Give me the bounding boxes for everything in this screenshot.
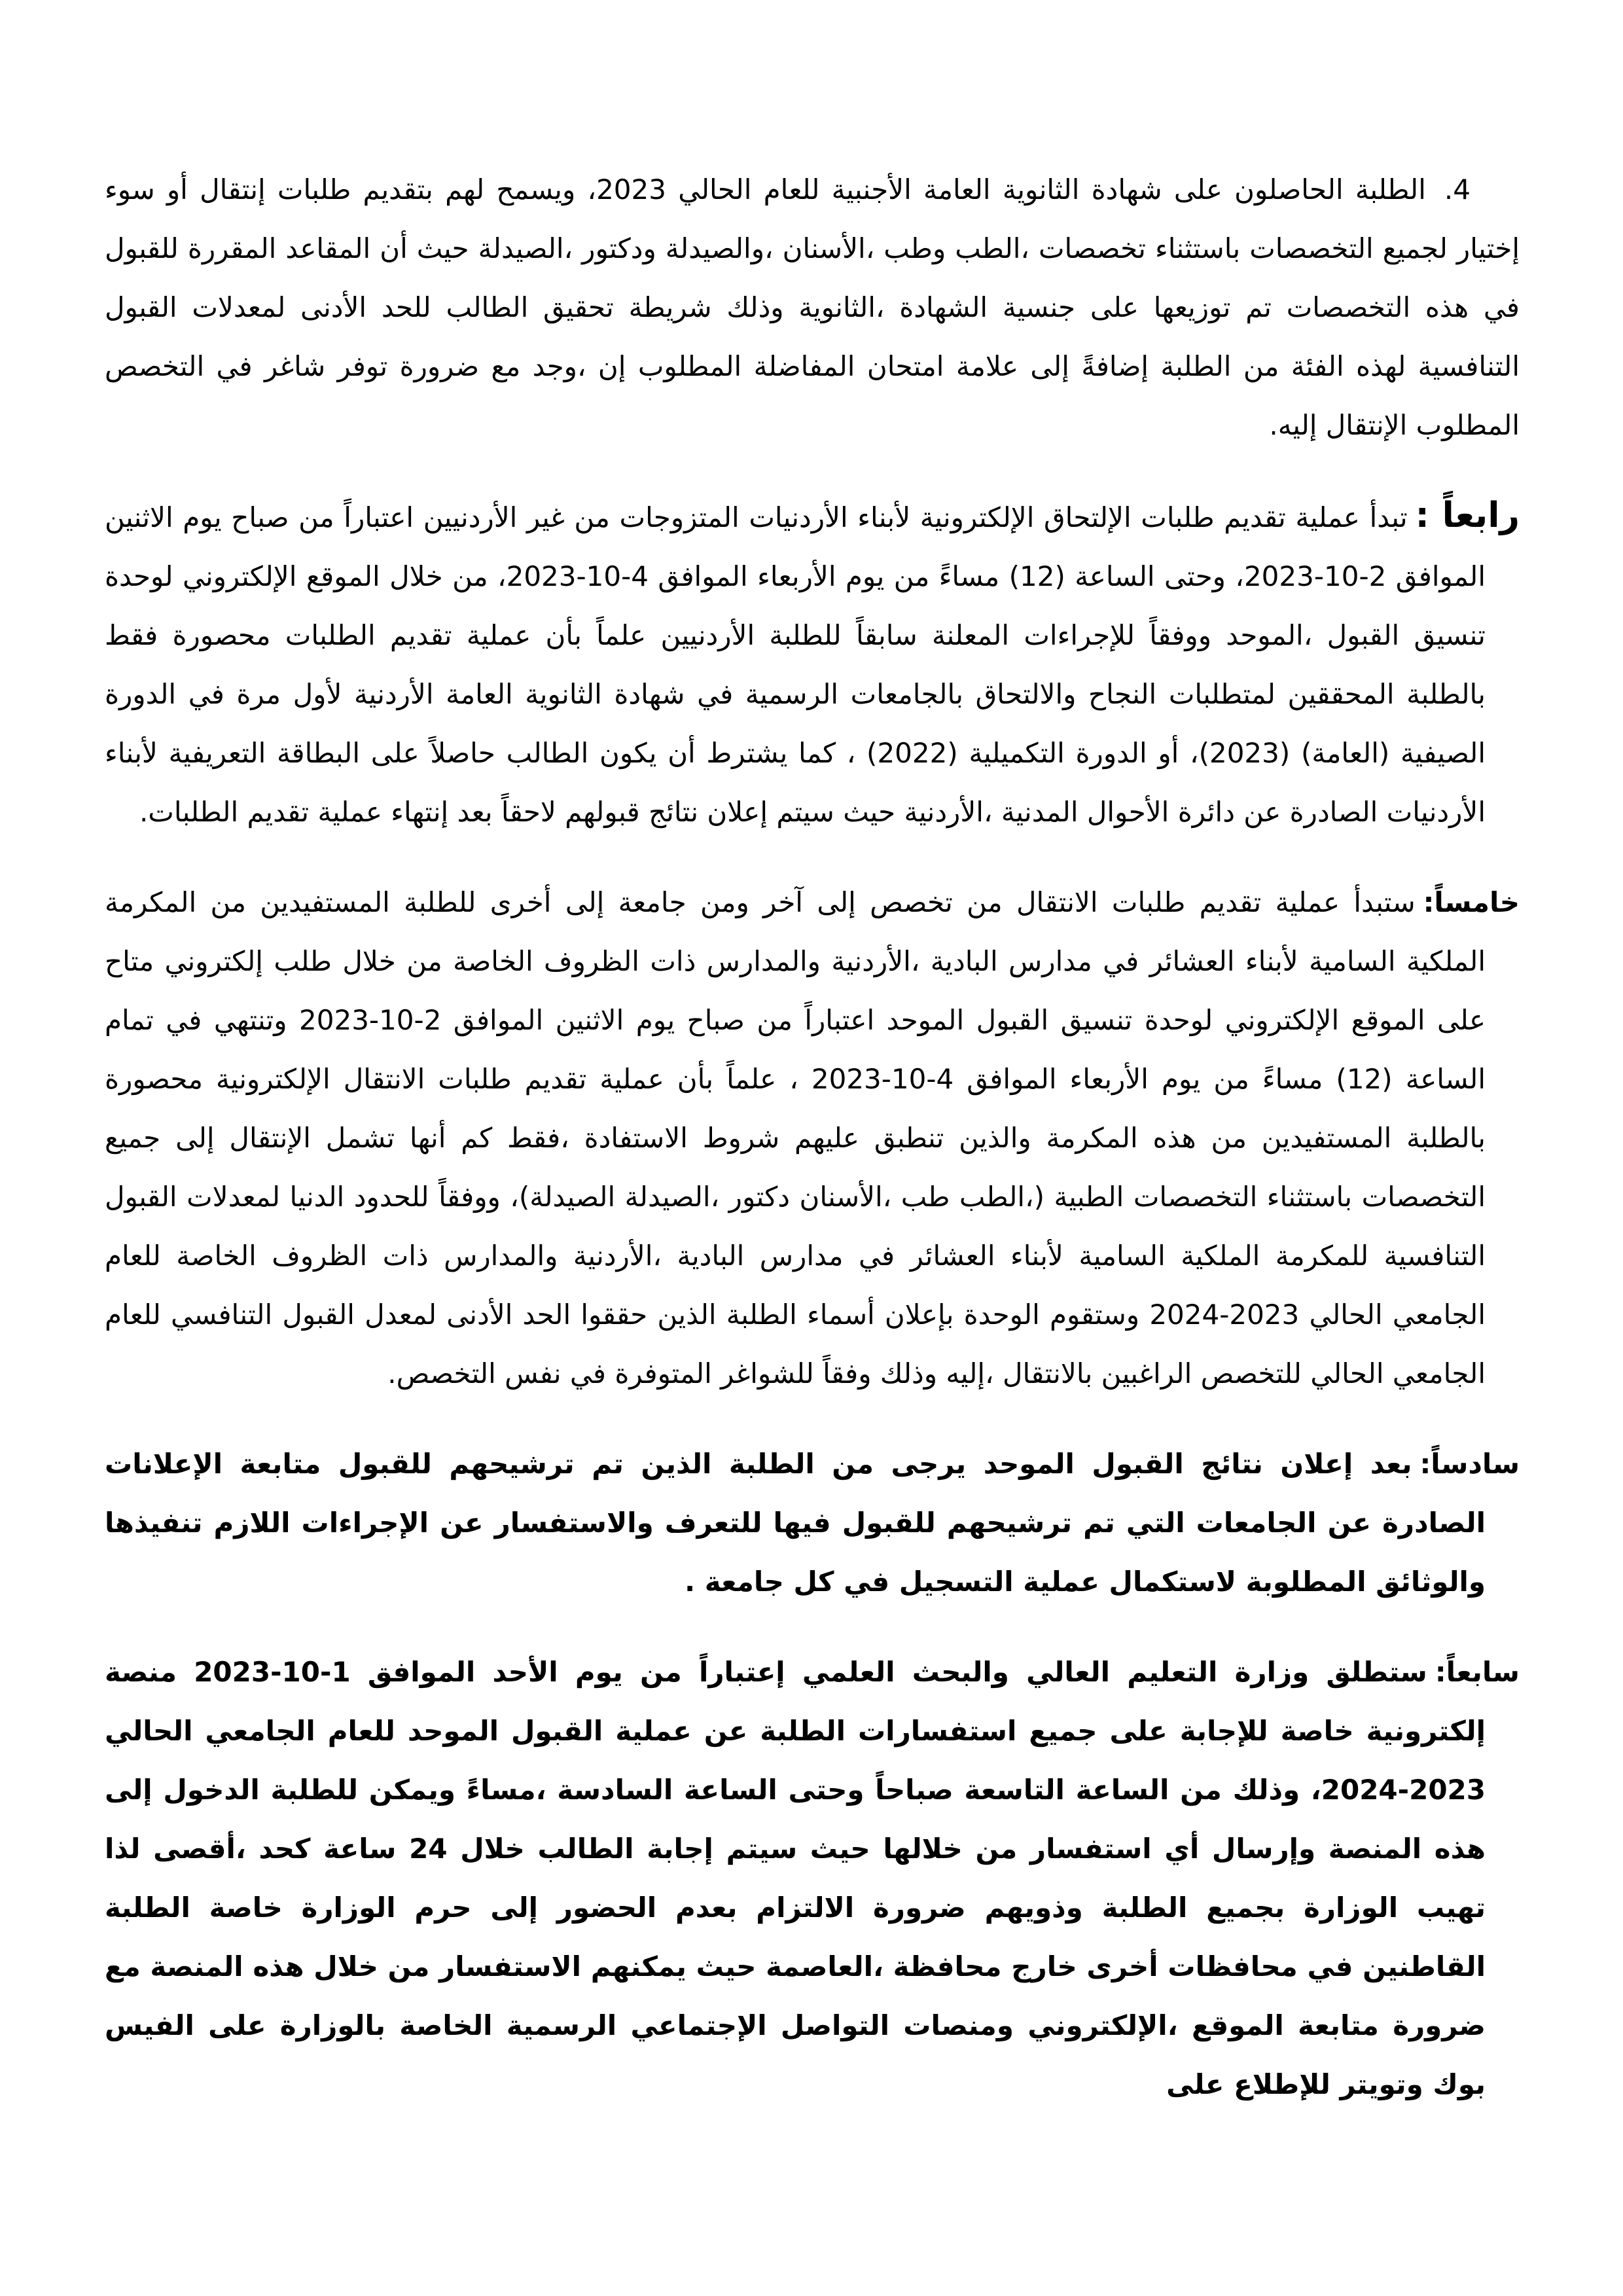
item-4-text: الطلبة الحاصلون على شهادة الثانوية العامة الأجنبية للعام الحالي 2023، ويسمح لهم بتقديم طلبات إنتقال أو سوء إختيار لجميع التخصصات باستثناء تخصصات ،الطب وطب ،الأسنان ،والصيدلة ودكتور ،الصيدلة حيث أن المقاعد المقررة للقبول في هذه التخصصات تم توزيعها على جنسية الشهادة ،الثانوية وذلك شريطة تحقيق الطالب للحد الأدنى لمعدلات القبول التنافسية لهذه الفئة من الطلبة إضافةً إلى علامة امتحان المفاضلة المطلوب إن ،وجد مع ضرورة توفر شاغر في التخصص المطلوب الإنتقال إليه. (105, 173, 1520, 441)
section-sixth (105, 1435, 1520, 1611)
section-fifth-text: ستبدأ عملية تقديم طلبات الانتقال من تخصص إلى آخر ومن جامعة إلى أخرى للطلبة المستفيدين من المكرمة الملكية السامية لأبناء العشائر في مدارس البادية ،الأردنية والمدارس ذات الظروف الخاصة من خلال طلب إلكتروني متاح على الموقع الإلكتروني لوحدة تنسيق القبول الموحد اعتباراً من صباح يوم الاثنين الموافق 2-10-2023 وتنتهي في تمام الساعة (12) مساءً من يوم الأربعاء الموافق 4-10-2023 ، علماً بأن عملية تقديم طلبات الانتقال الإلكترونية محصورة بالطلبة المستفيدين من هذه المكرمة والذين تنطبق عليهم شروط الاستفادة ،فقط كم أنها تشمل الإنتقال إلى جميع التخصصات باستثناء التخصصات الطبية (،الطب طب ،الأسنان دكتور ،الصيدلة الصيدلة)، ووفقاً للحدود الدنيا لمعدلات القبول التنافسية للمكرمة الملكية السامية لأبناء العشائر في مدارس البادية ،الأردنية والمدارس ذات الظروف الخاصة للعام الجامعي الحالي 2023-2024 وستقوم الوحدة بإعلان أسماء الطلبة الذين حققوا الحد الأدنى لمعدل القبول التنافسي للعام الجامعي الحالي للتخصص الراغبين بالانتقال ،إليه وذلك وفقاً للشواغر المتوفرة في نفس التخصص. (105, 886, 1486, 1390)
section-seventh-text: ستطلق وزارة التعليم العالي والبحث العلمي إعتباراً من يوم الأحد الموافق 1-10-2023 منصة إلكترونية خاصة للإجابة على جميع استفسارات الطلبة عن عملية القبول الموحد للعام الجامعي الحالي 2023-2024، وذلك من الساعة التاسعة صباحاً وحتى الساعة السادسة ،مساءً ويمكن للطلبة الدخول إلى هذه المنصة وإرسال أي استفسار من خلالها حيث سيتم إجابة الطالب خلال 24 ساعة كحد ،أقصى لذا تهيب الوزارة بجميع الطلبة وذويهم ضرورة الالتزام بعدم الحضور إلى حرم الوزارة خاصة الطلبة القاطنين في محافظات أخرى خارج محافظة ،العاصمة حيث يمكنهم الاستفسار من خلال هذه المنصة مع ضرورة متابعة الموقع ،الإلكتروني ومنصات التواصل الإجتماعي الرسمية الخاصة بالوزارة على الفيس بوك وتويتر للإطلاع على (105, 1656, 1486, 2100)
section-fourth-label: رابعاً : (1415, 495, 1520, 535)
section-seventh (105, 1643, 1520, 2114)
section-fourth-text: تبدأ عملية تقديم طلبات الإلتحاق الإلكترونية لأبناء الأردنيات المتزوجات من غير الأردنيين اعتباراً من صباح يوم الاثنين الموافق 2-10-2023، وحتى الساعة (12) مساءً من يوم الأربعاء الموافق 4-10-2023، من خلال الموقع الإلكتروني لوحدة تنسيق القبول ،الموحد ووفقاً للإجراءات المعلنة سابقاً للطلبة الأردنيين علماً بأن عملية تقديم الطلبات محصورة فقط بالطلبة المحققين لمتطلبات النجاح والالتحاق بالجامعات الرسمية في شهادة الثانوية العامة الأردنية لأول مرة في الدورة الصيفية (العامة) (2023)، أو الدورة التكميلية (2022) ، كما يشترط أن يكون الطالب حاصلاً على البطاقة التعريفية لأبناء الأردنيات الصادرة عن دائرة الأحوال المدنية ،الأردنية حيث سيتم إعلان نتائج قبولهم لاحقاً بعد إنتهاء عملية تقديم الطلبات. (105, 501, 1486, 828)
numbered-item-4 (105, 160, 1520, 455)
section-fifth-label: خامساً: (1423, 886, 1520, 918)
section-fifth (105, 873, 1520, 1403)
section-fourth (105, 486, 1520, 842)
item-4-number: 4. (1444, 173, 1471, 206)
section-sixth-label: سادساً: (1419, 1448, 1520, 1480)
section-seventh-label: سابعاً: (1435, 1656, 1520, 1688)
section-sixth-text: بعد إعلان نتائج القبول الموحد يرجى من الطلبة الذين تم ترشيحهم للقبول متابعة الإعلانات الصادرة عن الجامعات التي تم ترشيحهم للقبول فيها للتعرف والاستفسار عن الإجراءات اللازم تنفيذها والوثائق المطلوبة لاستكمال عملية التسجيل في كل جامعة . (105, 1448, 1486, 1598)
